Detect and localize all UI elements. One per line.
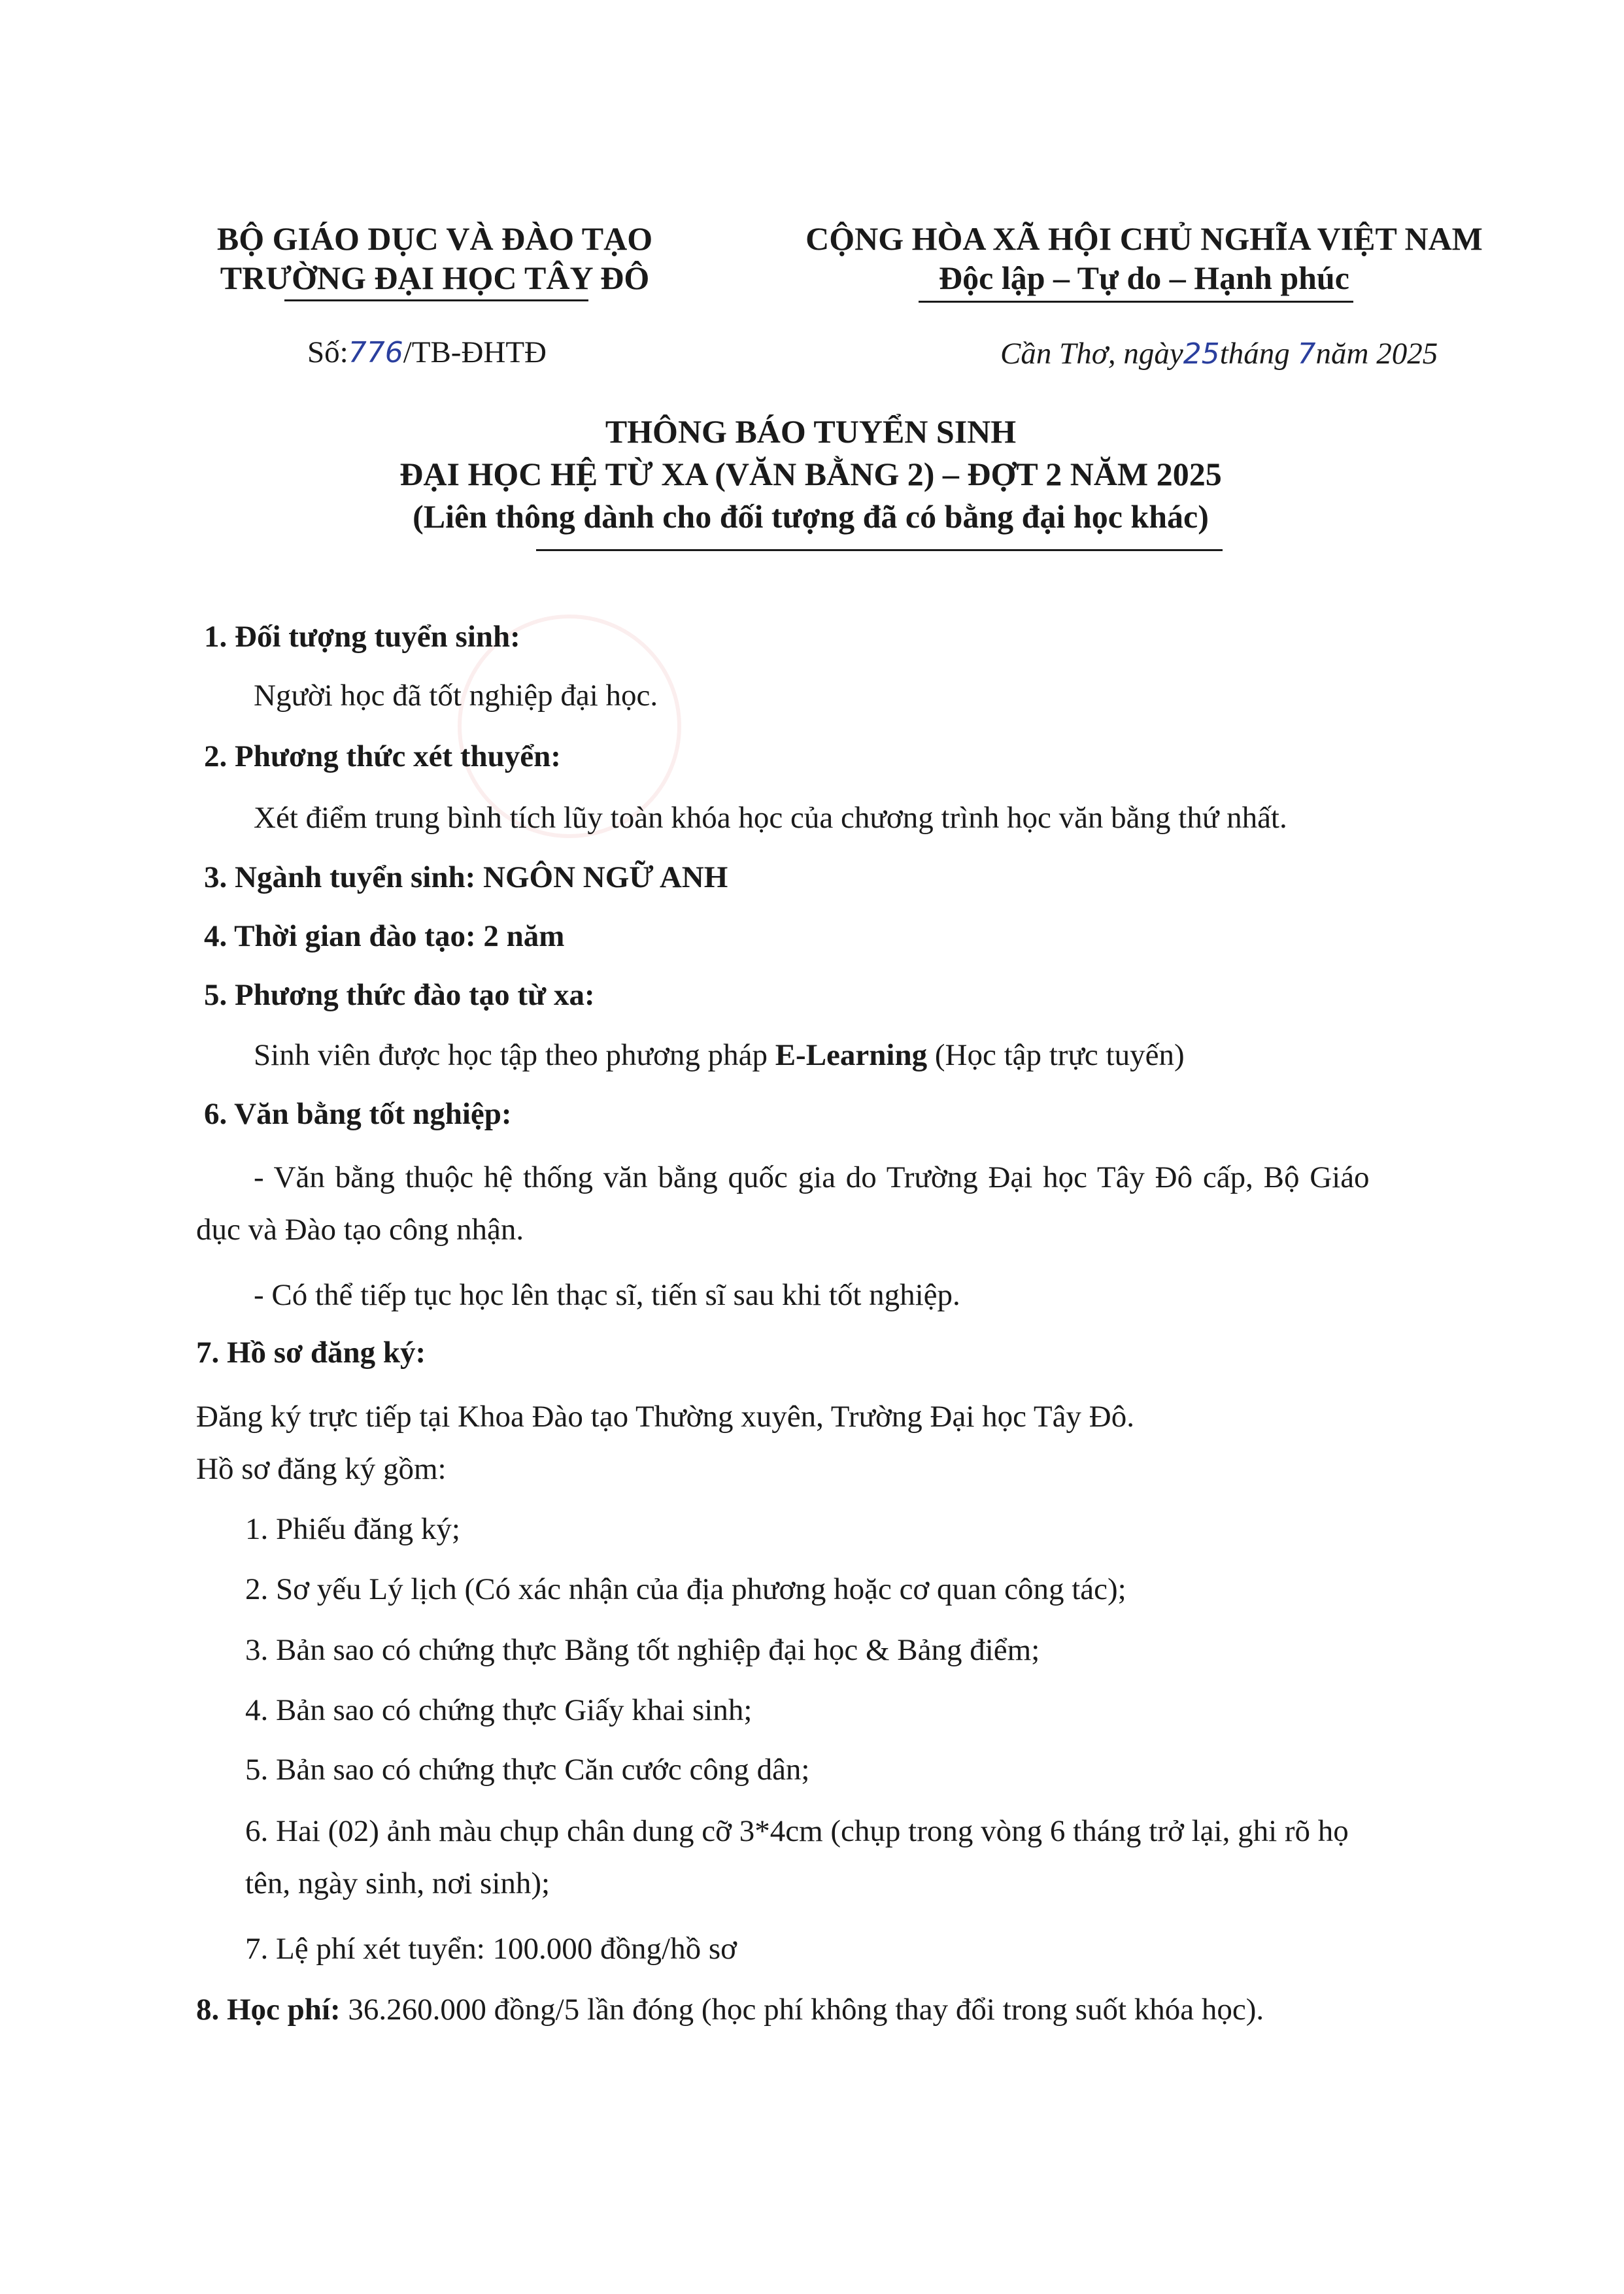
section-7-line-2: Hồ sơ đăng ký gồm: [196,1452,447,1486]
section-5-heading: 5. Phương thức đào tạo từ xa: [204,978,595,1012]
section-1-heading: 1. Đối tượng tuyển sinh: [204,620,520,654]
university-underline [284,299,588,301]
section-7-line-1: Đăng ký trực tiếp tại Khoa Đào tạo Thường xuyên, Trường Đại học Tây Đô. [196,1400,1134,1434]
list-item: 2. Sơ yếu Lý lịch (Có xác nhận của địa phương hoặc cơ quan công tác); [245,1572,1126,1606]
section-1-text: Người học đã tốt nghiệp đại học. [254,679,658,713]
section-6-line-3: - Có thể tiếp tục học lên thạc sĩ, tiến sĩ sau khi tốt nghiệp. [254,1278,960,1312]
title-line-1: THÔNG BÁO TUYỂN SINH [605,413,1017,450]
section-4-duration: 4. Thời gian đào tạo: 2 năm [204,919,565,953]
section-6-heading: 6. Văn bằng tốt nghiệp: [204,1097,512,1131]
title-line-2: ĐẠI HỌC HỆ TỪ XA (VĂN BẰNG 2) – ĐỢT 2 NĂM 2025 [399,456,1222,492]
section-5-text-a: Sinh viên được học tập theo phương pháp [254,1038,775,1072]
section-6-line-2: dục và Đào tạo công nhận. [196,1213,524,1247]
list-item: 7. Lệ phí xét tuyển: 100.000 đồng/hồ sơ [245,1932,737,1966]
section-8-tuition [196,1991,1264,2029]
section-6-line-1: - Văn bằng thuộc hệ thống văn bằng quốc gia do Trường Đại học Tây Đô cấp, Bộ Giáo [254,1160,1370,1194]
ref-prefix: Số: [307,335,348,369]
list-item: 6. Hai (02) ảnh màu chụp chân dung cỡ 3*4cm (chụp trong vòng 6 tháng trở lại, ghi rõ họ [245,1814,1349,1848]
section-7-heading: 7. Hồ sơ đăng ký: [196,1336,426,1370]
handwritten-month: 7 [1297,337,1316,371]
date-month-label: tháng [1219,337,1290,371]
handwritten-day: 25 [1183,337,1220,371]
document-number [307,333,547,372]
section-5-text [254,1036,1185,1075]
handwritten-ref-number: 776 [348,336,403,369]
date-prefix: Cần Thơ, ngày [1000,337,1183,371]
national-motto: Độc lập – Tự do – Hạnh phúc [939,260,1349,296]
list-item: 4. Bản sao có chứng thực Giấy khai sinh; [245,1693,753,1727]
country-name: CỘNG HÒA XÃ HỘI CHỦ NGHĨA VIỆT NAM [805,220,1483,257]
list-item: 3. Bản sao có chứng thực Bằng tốt nghiệp đại học & Bảng điểm; [245,1633,1040,1667]
list-item: 1. Phiếu đăng ký; [245,1512,460,1546]
section-2-heading: 2. Phương thức xét thuyển: [204,739,561,773]
date-year-label: năm 2025 [1315,337,1438,371]
ref-suffix: /TB-ĐHTĐ [403,335,547,369]
section-8-heading: 8. Học phí: [196,1993,341,2027]
section-8-text: 36.260.000 đồng/5 lần đóng (học phí không thay đổi trong suốt khóa học). [340,1993,1264,2027]
title-underline [536,549,1223,551]
section-3-major: 3. Ngành tuyển sinh: NGÔN NGỮ ANH [204,860,728,894]
ministry-name: BỘ GIÁO DỤC VÀ ĐÀO TẠO [216,220,653,257]
title-line-3: (Liên thông dành cho đối tượng đã có bằng đại học khác) [413,498,1209,535]
elearning-term: E-Learning [775,1038,928,1072]
section-5-text-b: (Học tập trực tuyến) [927,1038,1185,1072]
document-date [1000,335,1438,373]
section-2-text: Xét điểm trung bình tích lũy toàn khóa học của chương trình học văn bằng thứ nhất. [254,801,1287,835]
university-name: TRƯỜNG ĐẠI HỌC TÂY ĐÔ [220,260,650,296]
list-item-continuation: tên, ngày sinh, nơi sinh); [245,1866,550,1900]
list-item: 5. Bản sao có chứng thực Căn cước công dân; [245,1753,810,1787]
motto-underline [919,301,1353,303]
